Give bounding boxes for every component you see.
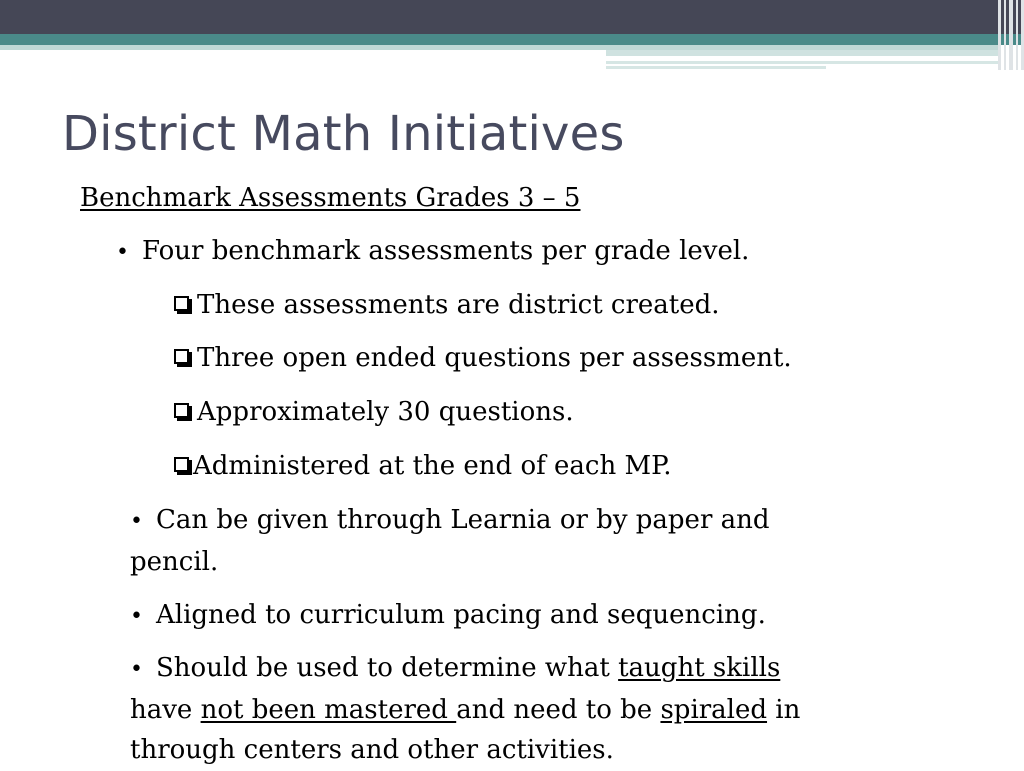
bullet-item bbox=[130, 499, 770, 543]
bullet-text: in bbox=[767, 695, 801, 725]
header-stripes bbox=[998, 0, 1024, 70]
sub-item-text: These assessments are district created. bbox=[197, 290, 720, 320]
checkbox-square-icon bbox=[174, 296, 189, 311]
sub-item-text: Administered at the end of each MP. bbox=[193, 451, 672, 481]
slide-subtitle: Benchmark Assessments Grades 3 – 5 bbox=[80, 183, 581, 213]
checkbox-square-icon bbox=[174, 349, 189, 364]
header-accent-line-short bbox=[606, 66, 826, 69]
bullet-dot-icon: • bbox=[130, 604, 143, 629]
underlined-text: spiraled bbox=[660, 695, 768, 725]
bullet-text: Aligned to curriculum pacing and sequencing. bbox=[156, 600, 766, 630]
header-accent-bar bbox=[606, 50, 1000, 56]
slide-title: District Math Initiatives bbox=[62, 106, 625, 162]
bullet-dot-icon: • bbox=[116, 240, 129, 265]
header-bar-dark bbox=[0, 0, 1024, 34]
sub-item bbox=[174, 391, 574, 433]
bullet-continuation: through centers and other activities. bbox=[130, 735, 614, 765]
sub-item bbox=[174, 445, 672, 487]
bullet-dot-icon: • bbox=[130, 509, 143, 534]
bullet-text: Four benchmark assessments per grade level. bbox=[142, 236, 750, 266]
header-accent-line bbox=[606, 61, 1000, 64]
sub-item-text: Approximately 30 questions. bbox=[197, 397, 574, 427]
bullet-text: Can be given through Learnia or by paper and bbox=[156, 505, 770, 535]
bullet-text: and need to be bbox=[456, 695, 661, 725]
checkbox-square-icon bbox=[174, 403, 189, 418]
bullet-item bbox=[116, 230, 749, 274]
bullet-dot-icon: • bbox=[130, 657, 143, 682]
sub-item bbox=[174, 284, 720, 326]
underlined-text: not been mastered bbox=[200, 695, 457, 725]
bullet-item bbox=[130, 594, 766, 638]
underlined-text: taught skills bbox=[618, 653, 781, 683]
bullet-text: Should be used to determine what bbox=[156, 653, 619, 683]
sub-item-text: Three open ended questions per assessment. bbox=[197, 343, 792, 373]
sub-item bbox=[174, 337, 792, 379]
checkbox-square-icon bbox=[174, 457, 189, 472]
bullet-continuation bbox=[130, 689, 800, 731]
bullet-continuation: pencil. bbox=[130, 547, 219, 577]
bullet-item bbox=[130, 647, 780, 691]
header-bar-teal bbox=[0, 34, 1024, 45]
bullet-text: have bbox=[130, 695, 201, 725]
